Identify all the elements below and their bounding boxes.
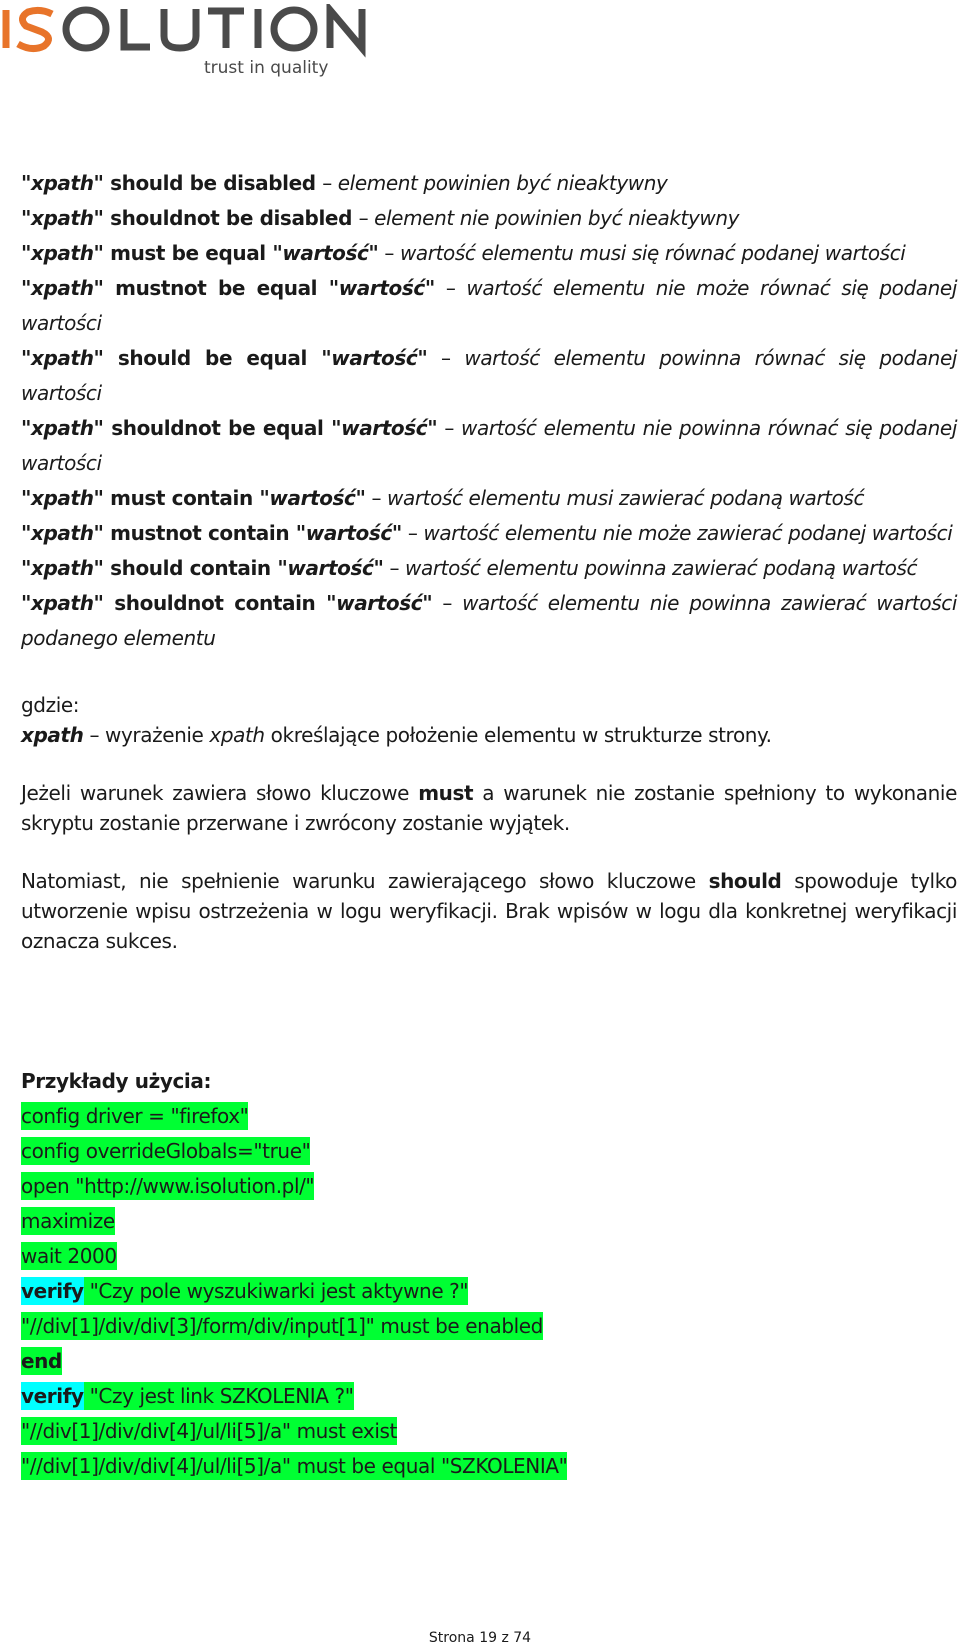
definition-line: "xpath" shouldnot be disabled – element nie powinien być nieaktywny: [21, 206, 740, 230]
document-body: [21, 166, 957, 1484]
code-line: maximize: [21, 1209, 115, 1233]
condition-definitions: [21, 166, 957, 656]
code-line: wait 2000: [21, 1244, 117, 1268]
where-section: [21, 690, 957, 750]
code-line: "//div[1]/div/div[4]/ul/li[5]/a" must be equal "SZKOLENIA": [21, 1454, 568, 1478]
paragraph-must: Jeżeli warunek zawiera słowo kluczowe must a warunek nie zostanie spełniony to wykonanie skryptu zostanie przerwane i zwrócony zostanie wyjątek.: [21, 781, 957, 835]
definition-line: "xpath" mustnot be equal "wartość" – wartość elementu nie może równać się podanej wartości: [21, 276, 957, 335]
code-line: config overrideGlobals="true": [21, 1139, 311, 1163]
logo-wordmark-image: [6, 9, 362, 49]
code-line: verify "Czy jest link SZKOLENIA ?": [21, 1384, 354, 1408]
code-line: end: [21, 1349, 62, 1373]
definition-line: "xpath" should be disabled – element powinien być nieaktywny: [21, 171, 668, 195]
examples-code-block: [21, 1099, 957, 1484]
page-number: Strona 19 z 74: [428, 1630, 532, 1646]
definition-line: "xpath" must be equal "wartość" – wartość elementu musi się równać podanej wartości: [21, 241, 906, 265]
code-line: "//div[1]/div/div[3]/form/div/input[1]" must be enabled: [21, 1314, 543, 1338]
code-line: open "http://www.isolution.pl/": [21, 1174, 315, 1198]
definition-line: "xpath" mustnot contain "wartość" – wartość elementu nie może zawierać podanej wartości: [21, 521, 953, 545]
code-line: config driver = "firefox": [21, 1104, 249, 1128]
definition-line: "xpath" must contain "wartość" – wartość elementu musi zawierać podaną wartość: [21, 486, 865, 510]
examples-title: Przykłady użycia:: [21, 1069, 212, 1093]
where-definition: xpath – wyrażenie xpath określające położenie elementu w strukturze strony.: [21, 723, 772, 747]
code-line: verify "Czy pole wyszukiwarki jest aktywne ?": [21, 1279, 469, 1303]
code-line: "//div[1]/div/div[4]/ul/li[5]/a" must exist: [21, 1419, 397, 1443]
logo-tagline: trust in quality: [204, 58, 329, 78]
where-label: gdzie:: [21, 693, 80, 717]
paragraph-should: Natomiast, nie spełnienie warunku zawierającego słowo kluczowe should spowoduje tylko utworzenie wpisu ostrzeżenia w logu weryfikacji. Brak wpisów w logu dla konkretnej weryfikacji oznacza sukces.: [21, 869, 957, 953]
isolution-logo: [0, 4, 370, 80]
definition-line: "xpath" should contain "wartość" – wartość elementu powinna zawierać podaną wartość: [21, 556, 918, 580]
definition-line: "xpath" shouldnot be equal "wartość" – wartość elementu nie powinna równać się podanej wartości: [21, 416, 957, 475]
definition-line: "xpath" should be equal "wartość" – wartość elementu powinna równać się podanej wartości: [21, 346, 958, 405]
definition-line: "xpath" shouldnot contain "wartość" – wartość elementu nie powinna zawierać wartości podanego elementu: [21, 591, 957, 650]
